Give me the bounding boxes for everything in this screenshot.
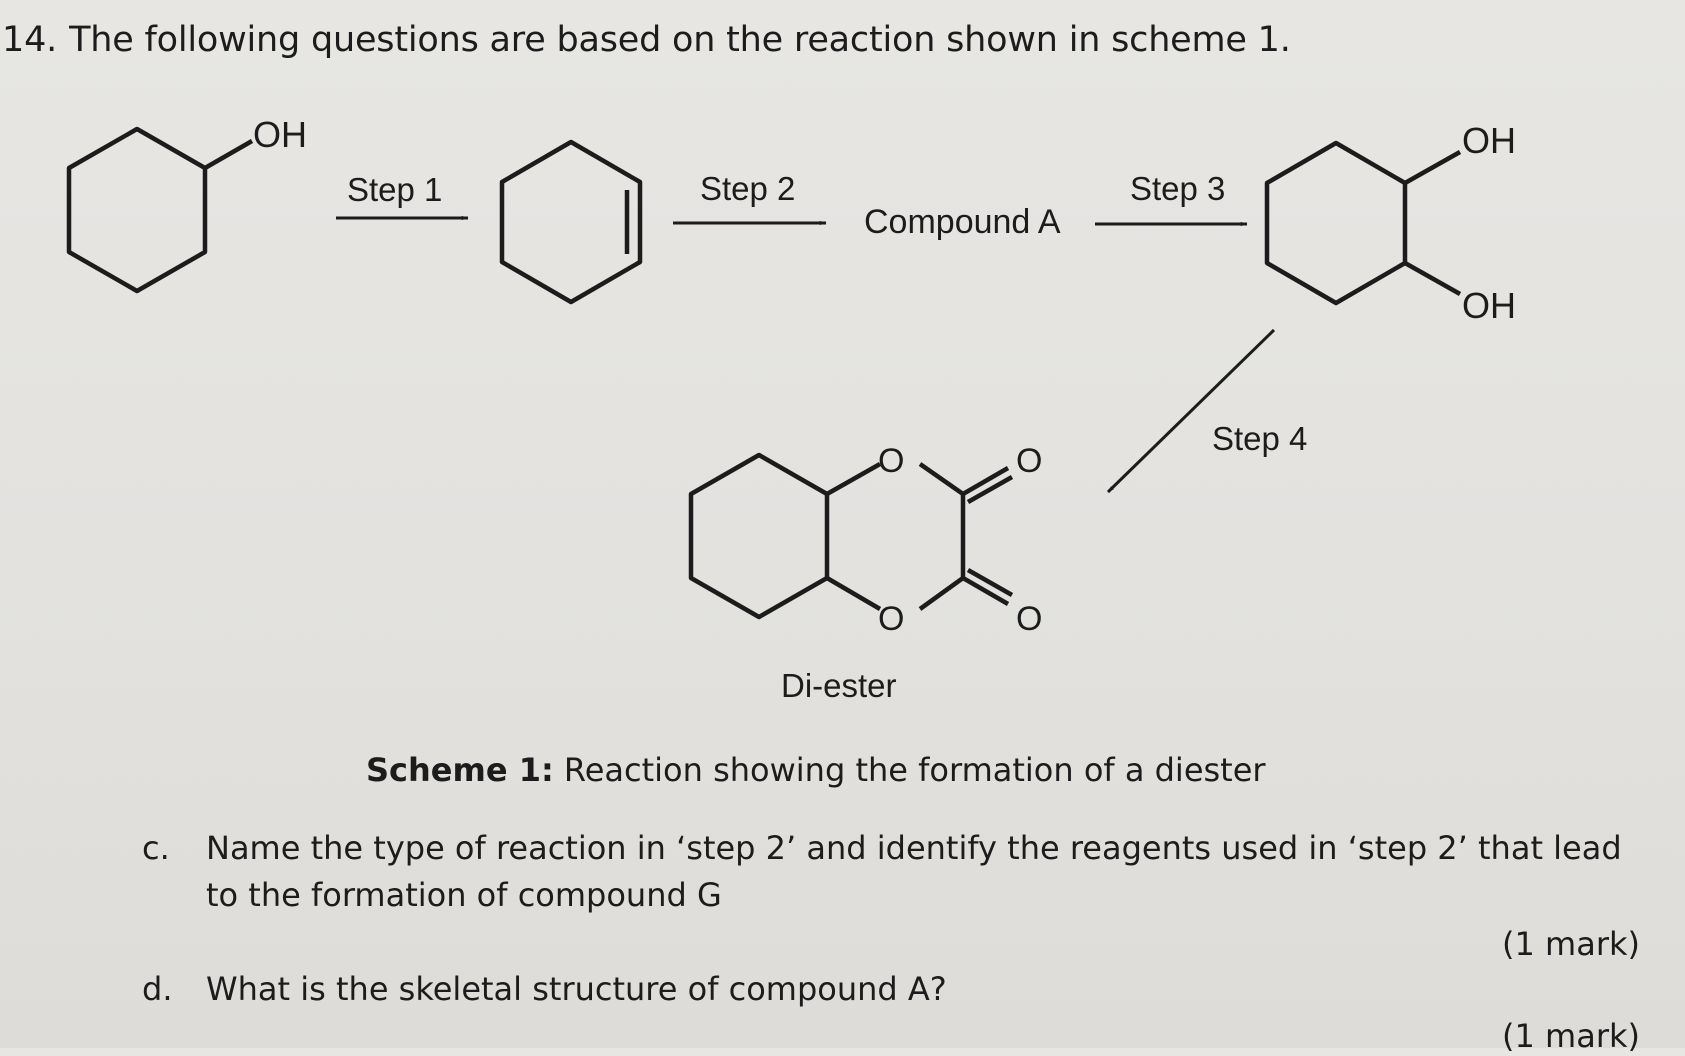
scheme-caption-text: Reaction showing the formation of a diester — [563, 751, 1266, 789]
diester-ring-o-bottom-label: O — [878, 600, 905, 638]
question-number: 14. — [2, 20, 58, 60]
scheme-caption — [366, 748, 1266, 792]
part-d-marks: (1 mark) — [1502, 1017, 1640, 1055]
step2-label: Step 2 — [700, 170, 796, 207]
step4-label: Step 4 — [1212, 420, 1308, 457]
scheme-caption-bold: Scheme 1: — [366, 751, 554, 789]
step3-label: Step 3 — [1130, 170, 1226, 207]
part-c-marks: (1 mark) — [1502, 925, 1640, 963]
cyclohexene-structure — [502, 142, 640, 302]
cyclohexanol-structure — [69, 129, 252, 291]
part-c-letter: c. — [142, 829, 170, 867]
diester-label: Di-ester — [781, 667, 897, 704]
diester-structure — [691, 455, 1012, 617]
diester-carbonyl-o-bottom-label: O — [1016, 600, 1043, 638]
part-d-text: What is the skeletal structure of compound A? — [206, 970, 947, 1008]
diester-carbonyl-o-top-label: O — [1016, 442, 1043, 480]
diol-structure — [1267, 143, 1460, 303]
compound-a-label: Compound A — [864, 203, 1061, 241]
question-text: The following questions are based on the reaction shown in scheme 1. — [69, 20, 1291, 60]
diol-oh-top-label: OH — [1462, 120, 1516, 161]
part-c-text: Name the type of reaction in ‘step 2’ and identify the reagents used in ‘step 2’ that lead to the formation of compound G — [206, 829, 1622, 914]
step1-label: Step 1 — [347, 171, 443, 208]
part-d-letter: d. — [142, 970, 173, 1008]
step4-arrow — [1108, 330, 1274, 492]
diester-ring-o-top-label: O — [878, 442, 905, 480]
cyclohexanol-oh-label: OH — [253, 114, 307, 155]
diol-oh-bottom-label: OH — [1462, 285, 1516, 326]
